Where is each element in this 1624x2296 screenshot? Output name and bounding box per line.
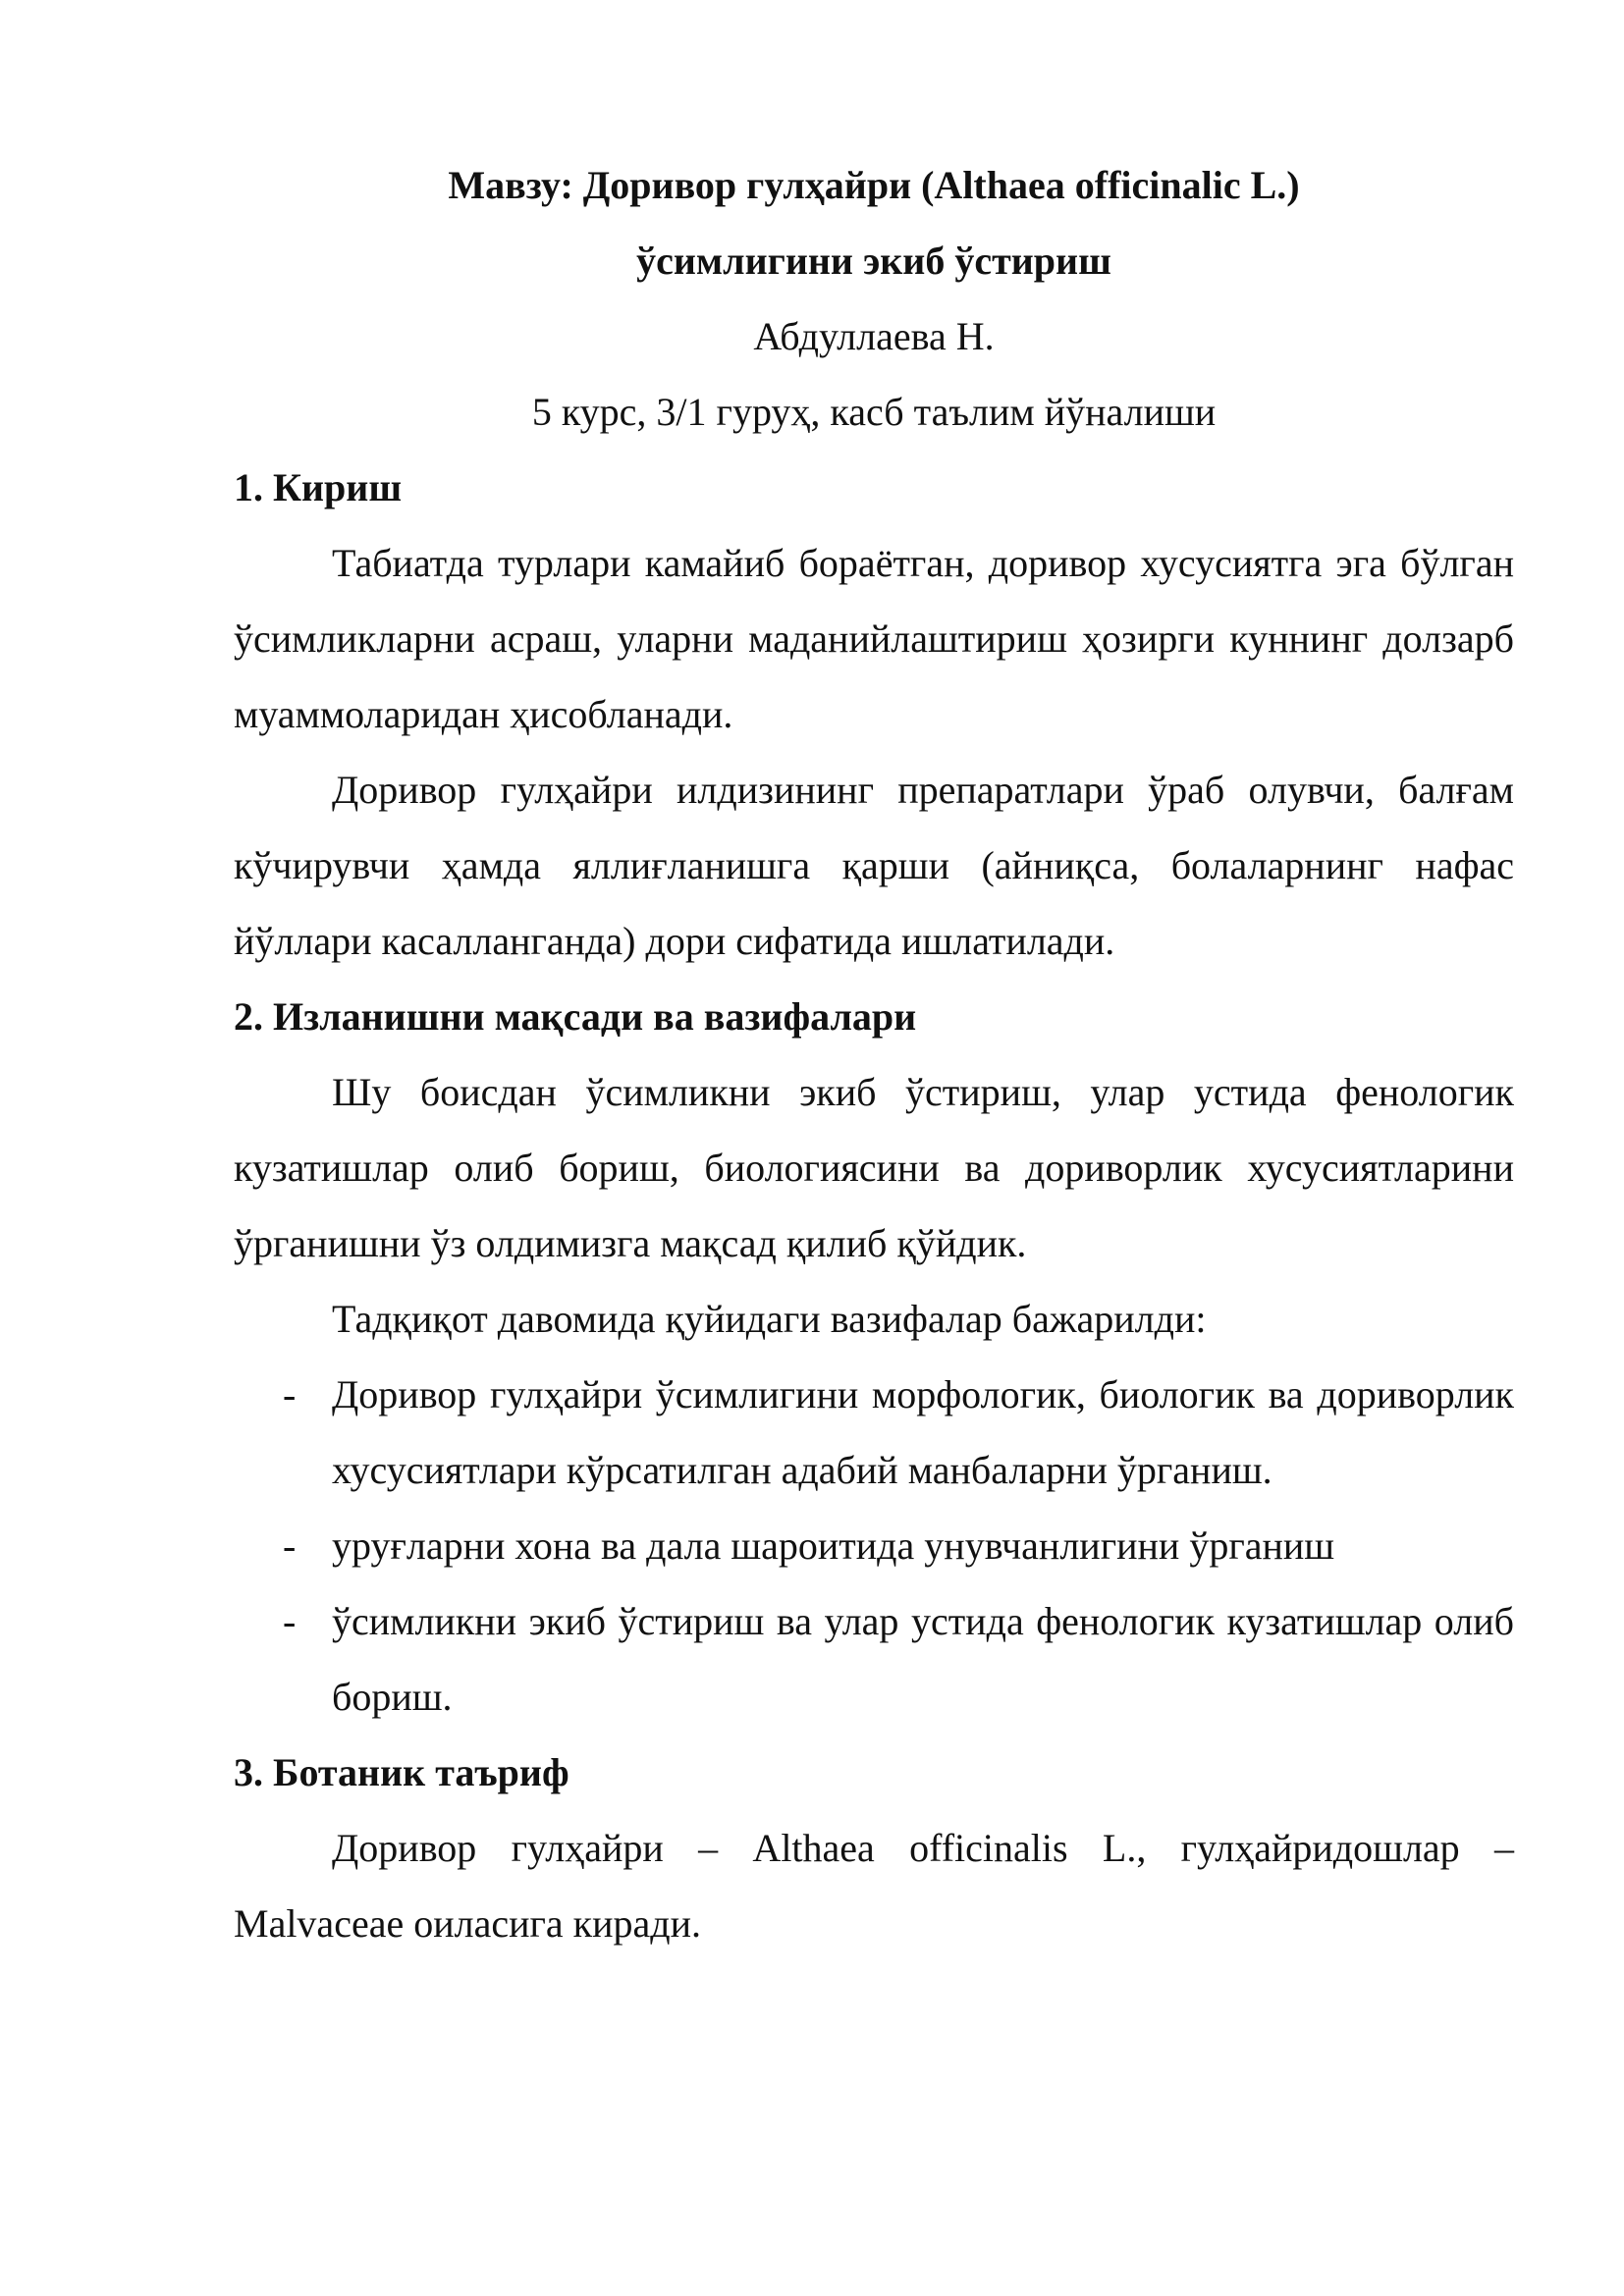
list-item-text: Доривор гулҳайри ўсимлигини морфологик, биологик ва дориворлик хусусиятлари кўрсатилган адабий манбаларни ўрганиш. — [332, 1372, 1514, 1492]
section-heading-goals: 2. Изланишни мақсади ва вазифалари — [234, 994, 917, 1039]
section-heading-botanical: 3. Ботаник таъриф — [234, 1750, 569, 1794]
author-name: Абдуллаева Н. — [753, 314, 995, 358]
document-title-line-1: Мавзу: Доривор гулҳайри (Althaea officinalic L.) — [448, 163, 1300, 207]
list-dash: - — [283, 1599, 297, 1643]
paragraph: Тадқиқот давомида қуйидаги вазифалар бажарилди: — [332, 1297, 1207, 1341]
author-affiliation: 5 курс, 3/1 гуруҳ, касб таълим йўналиши — [531, 390, 1217, 434]
list-item — [234, 1508, 1514, 1583]
tasks-list — [234, 1357, 1514, 1735]
list-item — [234, 1357, 1514, 1508]
paragraph: Табиатда турлари камайиб бораётган, доривор хусусиятга эга бўлган ўсимликларни асраш, уларни маданийлаштириш ҳозирги куннинг долзарб муаммоларидан ҳисобланади. — [234, 541, 1514, 736]
list-item-text: уруғларни хона ва дала шароитида унувчанлигини ўрганиш — [332, 1523, 1335, 1568]
list-dash: - — [283, 1372, 297, 1416]
paragraph: Доривор гулҳайри илдизининг препаратлари ўраб олувчи, балғам кўчирувчи ҳамда яллиғланишга қарши (айниқса, болаларнинг нафас йўллари касалланганда) дори сифатида ишлатилади. — [234, 768, 1514, 963]
list-item — [234, 1583, 1514, 1735]
document-title-line-2: ўсимлигини экиб ўстириш — [636, 239, 1111, 283]
paragraph: Шу боисдан ўсимликни экиб ўстириш, улар устида фенологик кузатишлар олиб бориш, биологиясини ва дориворлик хусусиятларини ўрганишни ўз олдимизга мақсад қилиб қўйдик. — [234, 1070, 1514, 1265]
list-dash: - — [283, 1523, 297, 1568]
list-item-text: ўсимликни экиб ўстириш ва улар устида фенологик кузатишлар олиб бориш. — [332, 1599, 1514, 1719]
section-heading-introduction: 1. Кириш — [234, 465, 403, 509]
paragraph: Доривор гулҳайри – Althaea officinalis L., гулҳайридошлар – Malvaceae оиласига киради. — [234, 1826, 1514, 1946]
document-page — [234, 147, 1514, 1961]
